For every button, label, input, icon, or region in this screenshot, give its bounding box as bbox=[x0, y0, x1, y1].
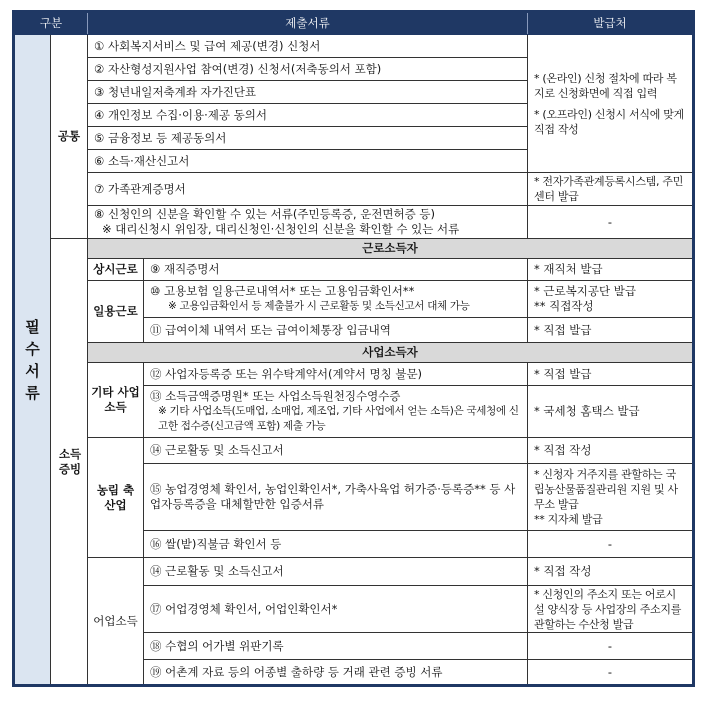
issuer: * 직접 발급 bbox=[528, 318, 694, 343]
issuer: * 직접 작성 bbox=[528, 558, 694, 586]
header-documents: 제출서류 bbox=[88, 12, 528, 35]
issuer: * 국세청 홈택스 발급 bbox=[528, 386, 694, 438]
other-business-label: 기타 사업소득 bbox=[88, 363, 144, 438]
required-documents-table bbox=[12, 10, 695, 687]
issuer: - bbox=[528, 660, 694, 686]
fish-label: 어업소득 bbox=[88, 558, 144, 686]
doc-item: ⑩ 고용보험 일용근로내역서* 또는 고용임금확인서** ※ 고용임금확인서 등 제출불가 시 근로활동 및 소득신고서 대체 가능 bbox=[144, 281, 528, 318]
daily-label: 일용근로 bbox=[88, 281, 144, 343]
issuer: - bbox=[528, 531, 694, 558]
issuer: - bbox=[528, 206, 694, 239]
section-business: 사업소득자 bbox=[88, 343, 694, 363]
doc-item: ⑱ 수협의 어가별 위판기록 bbox=[144, 633, 528, 660]
doc-item: ⑪ 급여이체 내역서 또는 급여이체통장 입금내역 bbox=[144, 318, 528, 343]
doc-item: ⑮ 농업경영체 확인서, 농업인확인서*, 가축사육업 허가증·등록증** 등 사업자등록증을 대체할만한 입증서류 bbox=[144, 464, 528, 531]
regular-label: 상시근로 bbox=[88, 259, 144, 281]
farm-label: 농림 축산업 bbox=[88, 438, 144, 558]
issuer: * 직접 작성 bbox=[528, 438, 694, 464]
doc-item: ⑭ 근로활동 및 소득신고서 bbox=[144, 558, 528, 586]
doc-item: ⑥ 소득·재산신고서 bbox=[88, 150, 528, 173]
doc-item: ⑤ 금융정보 등 제공동의서 bbox=[88, 127, 528, 150]
doc-item: ⑲ 어촌계 자료 등의 어종별 출하량 등 거래 관련 증빙 서류 bbox=[144, 660, 528, 686]
doc-item: ⑦ 가족관계증명서 bbox=[88, 173, 528, 206]
common-label: 공통 bbox=[51, 35, 88, 239]
header-issuer: 발급처 bbox=[528, 12, 694, 35]
doc-item: ① 사회복지서비스 및 급여 제공(변경) 신청서 bbox=[88, 35, 528, 58]
doc-item: ⑫ 사업자등록증 또는 위수탁계약서(계약서 명칭 불문) bbox=[144, 363, 528, 386]
issuer: * 신청자 거주지를 관할하는 국립농산물품질관리원 지원 및 사무소 발급 ** 지자체 발급 bbox=[528, 464, 694, 531]
doc-item: ⑨ 재직증명서 bbox=[144, 259, 528, 281]
issuer: * 직접 발급 bbox=[528, 363, 694, 386]
section-wage: 근로소득자 bbox=[88, 239, 694, 259]
doc-item: ⑧ 신청인의 신분을 확인할 수 있는 서류(주민등록증, 운전면허증 등) ※ 대리신청시 위임장, 대리신청인·신청인의 신분을 확인할 수 있는 서류 bbox=[88, 206, 528, 239]
issuer: * 근로복지공단 발급 ** 직접작성 bbox=[528, 281, 694, 318]
doc-item: ⑰ 어업경영체 확인서, 어업인확인서* bbox=[144, 586, 528, 633]
income-label: 소득증빙 bbox=[51, 239, 88, 686]
doc-item: ⑬ 소득금액증명원* 또는 사업소득원천징수영수증 ※ 기타 사업소득(도매업, 소매업, 제조업, 기타 사업에서 얻는 소득)은 국세청에 신고한 접수증(신고금액 포함) 제출 가능 bbox=[144, 386, 528, 438]
header-category: 구분 bbox=[14, 12, 88, 35]
issuer: - bbox=[528, 633, 694, 660]
doc-item: ③ 청년내일저축계좌 자가진단표 bbox=[88, 81, 528, 104]
main-category: 필수서류 bbox=[14, 35, 51, 686]
doc-item: ④ 개인정보 수집·이용·제공 동의서 bbox=[88, 104, 528, 127]
header-row bbox=[14, 12, 694, 35]
issuer: * 전자가족관계등록시스템, 주민센터 발급 bbox=[528, 173, 694, 206]
doc-item: ② 자산형성지원사업 참여(변경) 신청서(저축동의서 포함) bbox=[88, 58, 528, 81]
issuer: * 신청인의 주소지 또는 어로시설 양식장 등 사업장의 주소지를 관할하는 수산청 발급 bbox=[528, 586, 694, 633]
doc-item: ⑯ 쌀(밭)직불금 확인서 등 bbox=[144, 531, 528, 558]
doc-item: ⑭ 근로활동 및 소득신고서 bbox=[144, 438, 528, 464]
issuer-online-offline: * (온라인) 신청 절차에 따라 복지로 신청화면에 직접 입력 * (오프라인) 신청시 서식에 맞게 직접 작성 bbox=[528, 35, 694, 173]
issuer: * 재직처 발급 bbox=[528, 259, 694, 281]
